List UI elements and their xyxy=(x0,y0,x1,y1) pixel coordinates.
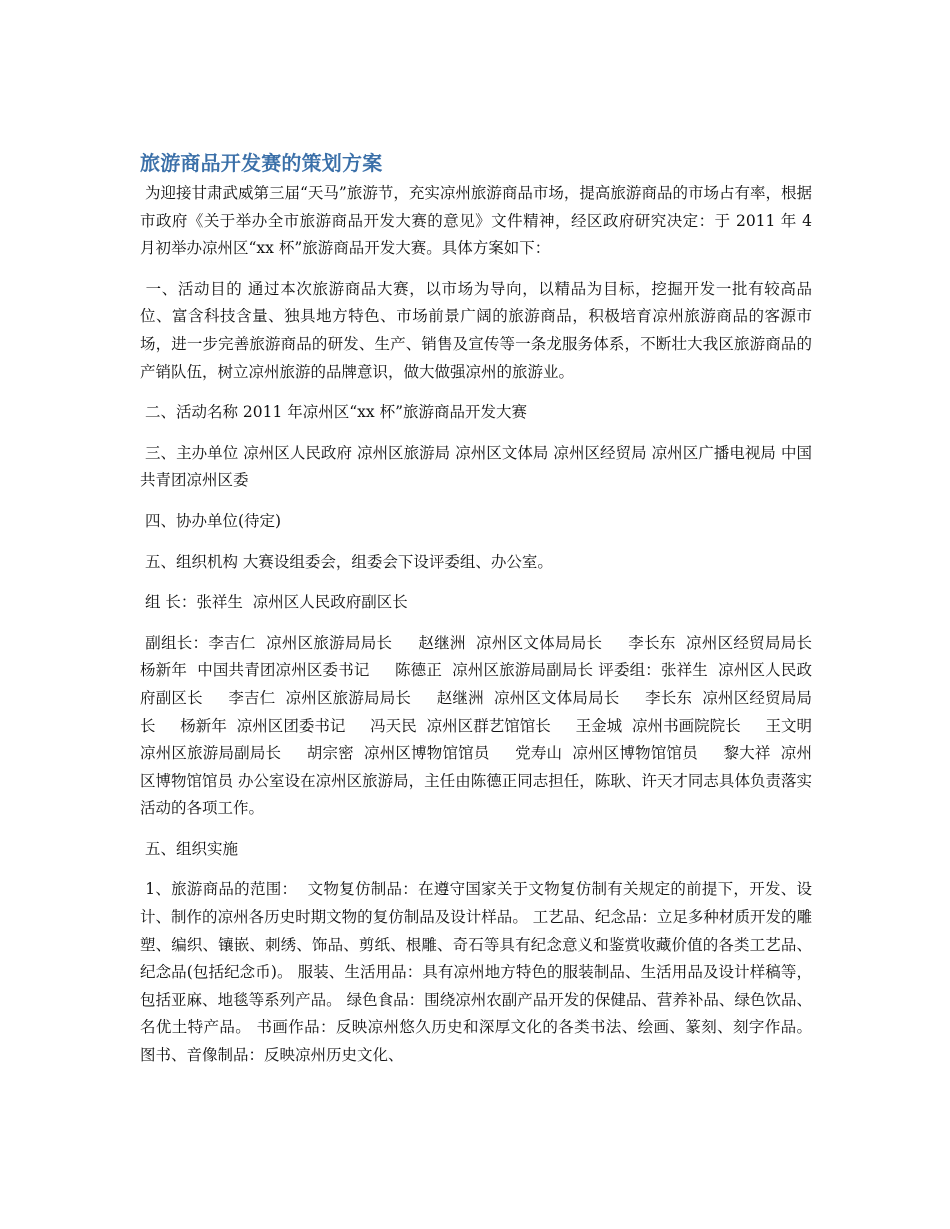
paragraph-activity-name: 二、活动名称 2011 年凉州区“xx 杯”旅游商品开发大赛 xyxy=(140,403,527,422)
paragraph-implementation: 五、组织实施 xyxy=(140,839,238,858)
paragraph-organizers: 三、主办单位 凉州区人民政府 凉州区旅游局 凉州区文体局 凉州区经贸局 凉州区广播电视局 中国共青团凉州区委 xyxy=(140,443,812,490)
paragraph-team-leader: 组 长：张祥生 凉州区人民政府副区长 xyxy=(140,593,408,612)
paragraph-activity-purpose: 一、活动目的 通过本次旅游商品大赛，以市场为导向，以精品为目标，挖掘开发一批有较高品位、富含科技含量、独具地方特色、市场前景广阔的旅游商品，积极培育凉州旅游商品的客源市场，进一步完善旅游商品的研发、生产、销售及宣传等一条龙服务体系，不断壮大我区旅游商品的产销队伍，树立凉州旅游的品牌意识，做大做强凉州的旅游业。 xyxy=(140,279,812,381)
paragraph-intro: 为迎接甘肃武威第三届“天马”旅游节，充实凉州旅游商品市场，提高旅游商品的市场占有率，根据市政府《关于举办全市旅游商品开发大赛的意见》文件精神，经区政府研究决定：于 2011 年 4 月初举办凉州区“xx 杯”旅游商品开发大赛。具体方案如下： xyxy=(140,184,817,258)
paragraph-product-scope: 1、旅游商品的范围： 文物复仿制品：在遵守国家关于文物复仿制有关规定的前提下，开发、设计、制作的凉州各历史时期文物的复仿制品及设计样品。 工艺品、纪念品：立足多种材质开发的雕塑、编织、镶嵌、刺绣、饰品、剪纸、根雕、奇石等具有纪念意义和鉴赏收藏价值的各类工艺品、纪念品(包括纪念币)。 服装、生活用品：具有凉州地方特色的服装制品、生活用品及设计样稿等，包括亚麻、地毯等系列产品。 绿色食品：围绕凉州农副产品开发的保健品、营养补品、绿色饮品、名优土特产品。 书画作品：反映凉州悠久历史和深厚文化的各类书法、绘画、篆刻、刻字作品。 图书、音像制品：反映凉州历史文化、 xyxy=(140,880,817,1065)
document-body xyxy=(140,148,837,1083)
document-title: 旅游商品开发赛的策划方案 xyxy=(140,151,383,175)
paragraph-members: 副组长：李吉仁 凉州区旅游局局长 赵继洲 凉州区文体局局长 李长东 凉州区经贸局局长 杨新年 中国共青团凉州区委书记 陈德正 凉州区旅游局副局长 评委组：张祥生 凉州区人民政府副区长 李吉仁 凉州区旅游局局长 赵继洲 凉州区文体局局长 李长东 凉州区经贸局局长 杨新年 凉州区团委书记 冯天民 凉州区群艺馆馆长 王金城 凉州书画院院长 王文明 凉州区旅游局副局长 胡宗密 凉州区博物馆馆员 党寿山 凉州区博物馆馆员 黎大祥 凉州区博物馆馆员 办公室设在凉州区旅游局，主任由陈德正同志担任，陈耿、许天才同志具体负责落实活动的各项工作。 xyxy=(140,633,837,818)
paragraph-co-organizers: 四、协办单位(待定) xyxy=(140,511,282,530)
paragraph-organization: 五、组织机构 大赛设组委会，组委会下设评委组、办公室。 xyxy=(140,552,553,571)
